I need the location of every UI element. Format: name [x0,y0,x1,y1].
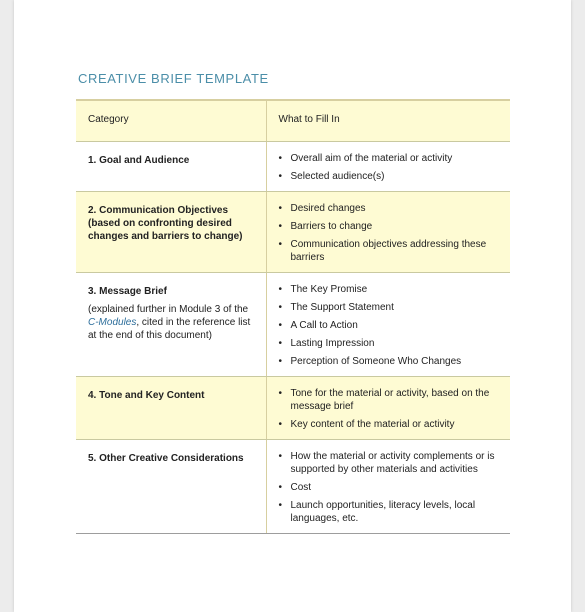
bullet-icon: • [278,451,283,462]
bullet-icon: • [278,239,283,250]
list-item: • Key content of the material or activity [278,419,455,430]
bullet-icon: • [278,153,283,164]
table-row [76,377,510,440]
category-note: (explained further in Module 3 of the C-Modules, cited in the reference list at the end of this document) [88,304,251,341]
document-page [14,0,571,612]
bullet-icon: • [278,388,283,399]
list-item: • Communication objectives addressing these barriers [278,239,487,263]
list-item: • Cost [278,482,312,493]
table-header-row [76,100,510,142]
fill-in-cell [266,192,510,273]
c-modules-link[interactable]: C-Modules [88,317,137,328]
bullet-icon: • [278,356,283,367]
document-title: CREATIVE BRIEF TEMPLATE [78,71,269,86]
category-cell [76,192,266,273]
fill-in-cell [266,273,510,377]
table-row [76,273,510,377]
list-item: • Overall aim of the material or activity [278,153,453,164]
bullet-icon: • [278,221,283,232]
fill-in-cell [266,377,510,440]
bullet-icon: • [278,284,283,295]
column-header-category: Category [76,100,266,142]
category-label: 1. Goal and Audience [88,155,190,166]
creative-brief-table [76,99,510,534]
list-item: • The Key Promise [278,284,368,295]
column-header-fill-in: What to Fill In [266,100,510,142]
fill-in-cell [266,440,510,534]
list-item: • Launch opportunities, literacy levels, local languages, etc. [278,500,476,524]
category-label: 4. Tone and Key Content [88,390,205,401]
bullet-icon: • [278,500,283,511]
category-label: 5. Other Creative Considerations [88,453,244,464]
category-label: 3. Message Brief [88,286,167,297]
list-item: • Lasting Impression [278,338,375,349]
table-row [76,440,510,534]
bullet-icon: • [278,320,283,331]
category-label: 2. Communication Objectives (based on confronting desired changes and barriers to change) [88,205,243,242]
list-item: • Perception of Someone Who Changes [278,356,462,367]
bullet-icon: • [278,302,283,313]
list-item: • A Call to Action [278,320,358,331]
table-row [76,192,510,273]
table-row [76,142,510,192]
bullet-icon: • [278,171,283,182]
list-item: • How the material or activity complements or is supported by other materials and activities [278,451,495,475]
list-item: • The Support Statement [278,302,394,313]
list-item: • Tone for the material or activity, based on the message brief [278,388,490,412]
bullet-icon: • [278,419,283,430]
category-cell [76,142,266,192]
category-cell [76,273,266,377]
list-item: • Desired changes [278,203,366,214]
list-item: • Selected audience(s) [278,171,385,182]
category-cell [76,440,266,534]
bullet-icon: • [278,203,283,214]
bullet-icon: • [278,338,283,349]
bullet-icon: • [278,482,283,493]
category-cell [76,377,266,440]
fill-in-cell [266,142,510,192]
list-item: • Barriers to change [278,221,373,232]
